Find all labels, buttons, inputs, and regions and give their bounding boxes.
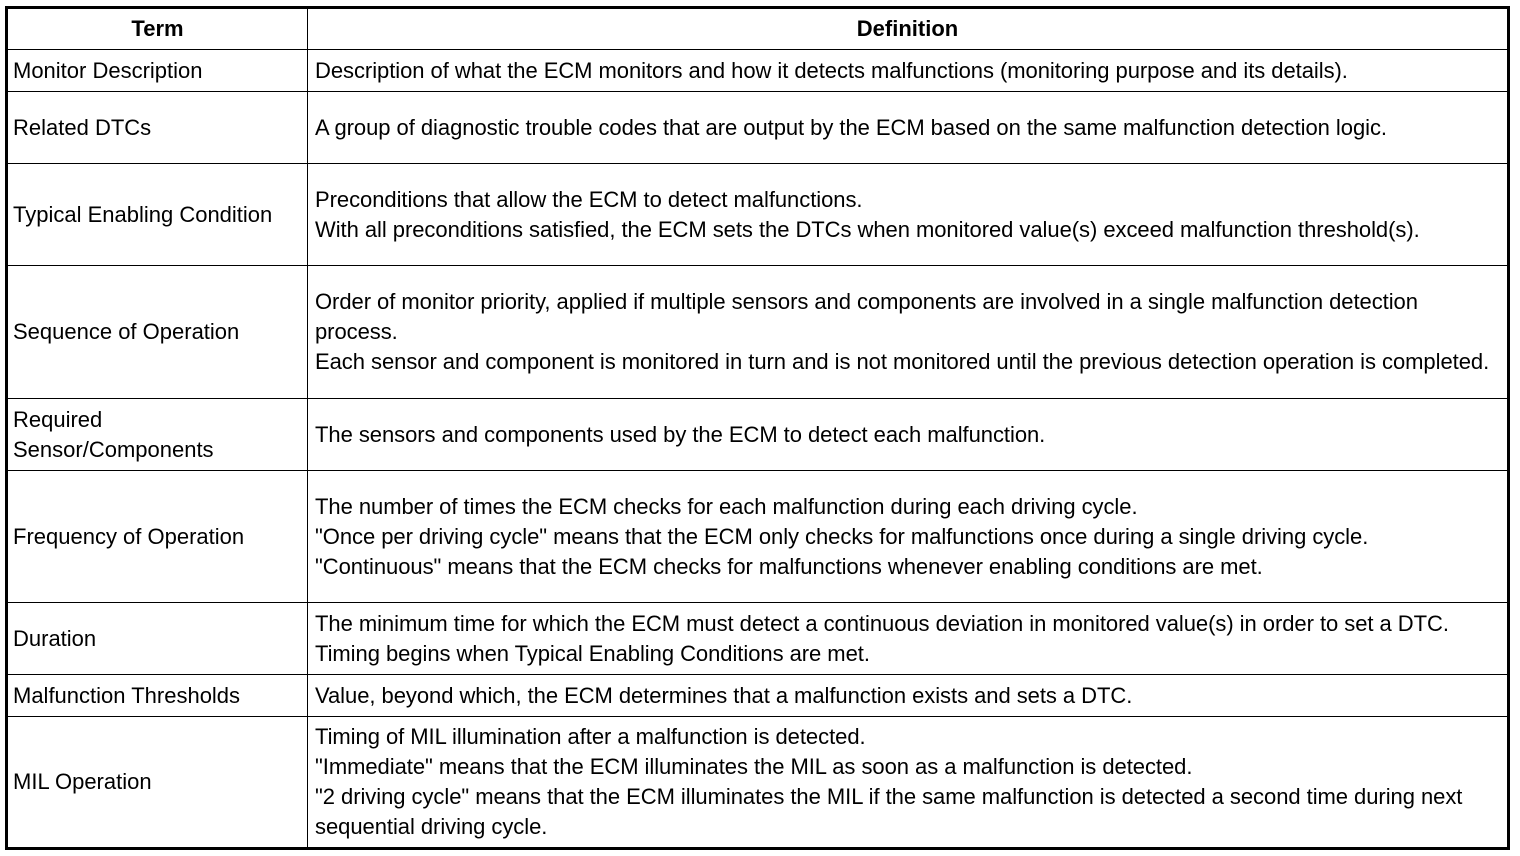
term-cell: Duration <box>7 603 308 675</box>
definition-cell <box>308 399 1509 471</box>
term-cell: Frequency of Operation <box>7 471 308 603</box>
term-cell: Typical Enabling Condition <box>7 164 308 266</box>
definition-line: "Continuous" means that the ECM checks for malfunctions whenever enabling conditions are met. <box>315 553 1263 579</box>
term-cell: MIL Operation <box>7 717 308 849</box>
definition-line: The sensors and components used by the ECM to detect each malfunction. <box>315 421 1046 447</box>
term-cell: Related DTCs <box>7 92 308 164</box>
definition-line: A group of diagnostic trouble codes that are output by the ECM based on the same malfunction detection logic. <box>315 114 1387 140</box>
definition-line: "2 driving cycle" means that the ECM illuminates the MIL if the same malfunction is detected a second time during next sequential driving cycle. <box>315 784 1463 839</box>
table-row <box>7 266 1509 399</box>
table-row <box>7 164 1509 266</box>
term-cell: Sequence of Operation <box>7 266 308 399</box>
definition-line: Each sensor and component is monitored in turn and is not monitored until the previous detection operation is completed. <box>315 349 1490 374</box>
document-page <box>5 6 1510 850</box>
definition-line: Preconditions that allow the ECM to detect malfunctions. <box>315 186 863 212</box>
term-cell: Monitor Description <box>7 50 308 92</box>
definition-line: "Immediate" means that the ECM illuminates the MIL as soon as a malfunction is detected. <box>315 754 1193 779</box>
definition-line: "Once per driving cycle" means that the ECM only checks for malfunctions once during a single driving cycle. <box>315 523 1369 549</box>
definition-line: With all preconditions satisfied, the ECM sets the DTCs when monitored value(s) exceed malfunction threshold(s). <box>315 216 1420 242</box>
terms-definitions-table <box>5 6 1510 850</box>
table-row <box>7 399 1509 471</box>
table-row <box>7 603 1509 675</box>
definition-line: The minimum time for which the ECM must detect a continuous deviation in monitored value(s) in order to set a DTC. Timing begins when Typical Enabling Conditions are met. <box>315 610 1449 666</box>
table-row <box>7 50 1509 92</box>
table-row <box>7 471 1509 603</box>
definition-line: Order of monitor priority, applied if multiple sensors and components are involved in a single malfunction detection process. <box>315 289 1418 344</box>
table-row <box>7 717 1509 849</box>
definition-cell <box>308 266 1509 399</box>
term-cell: Malfunction Thresholds <box>7 675 308 717</box>
column-header-definition: Definition <box>308 8 1509 50</box>
definition-line: The number of times the ECM checks for each malfunction during each driving cycle. <box>315 493 1138 519</box>
table-header-row <box>7 8 1509 50</box>
definition-cell <box>308 164 1509 266</box>
definition-cell <box>308 603 1509 675</box>
definition-cell <box>308 675 1509 717</box>
table-row <box>7 675 1509 717</box>
definition-cell <box>308 50 1509 92</box>
definition-line: Value, beyond which, the ECM determines that a malfunction exists and sets a DTC. <box>315 682 1133 708</box>
term-cell: Required Sensor/Components <box>7 399 308 471</box>
definition-line: Description of what the ECM monitors and how it detects malfunctions (monitoring purpose and its details). <box>315 57 1348 83</box>
definition-cell <box>308 471 1509 603</box>
definition-cell <box>308 92 1509 164</box>
definition-cell <box>308 717 1509 849</box>
definition-line: Timing of MIL illumination after a malfunction is detected. <box>315 724 866 749</box>
column-header-term: Term <box>7 8 308 50</box>
table-row <box>7 92 1509 164</box>
